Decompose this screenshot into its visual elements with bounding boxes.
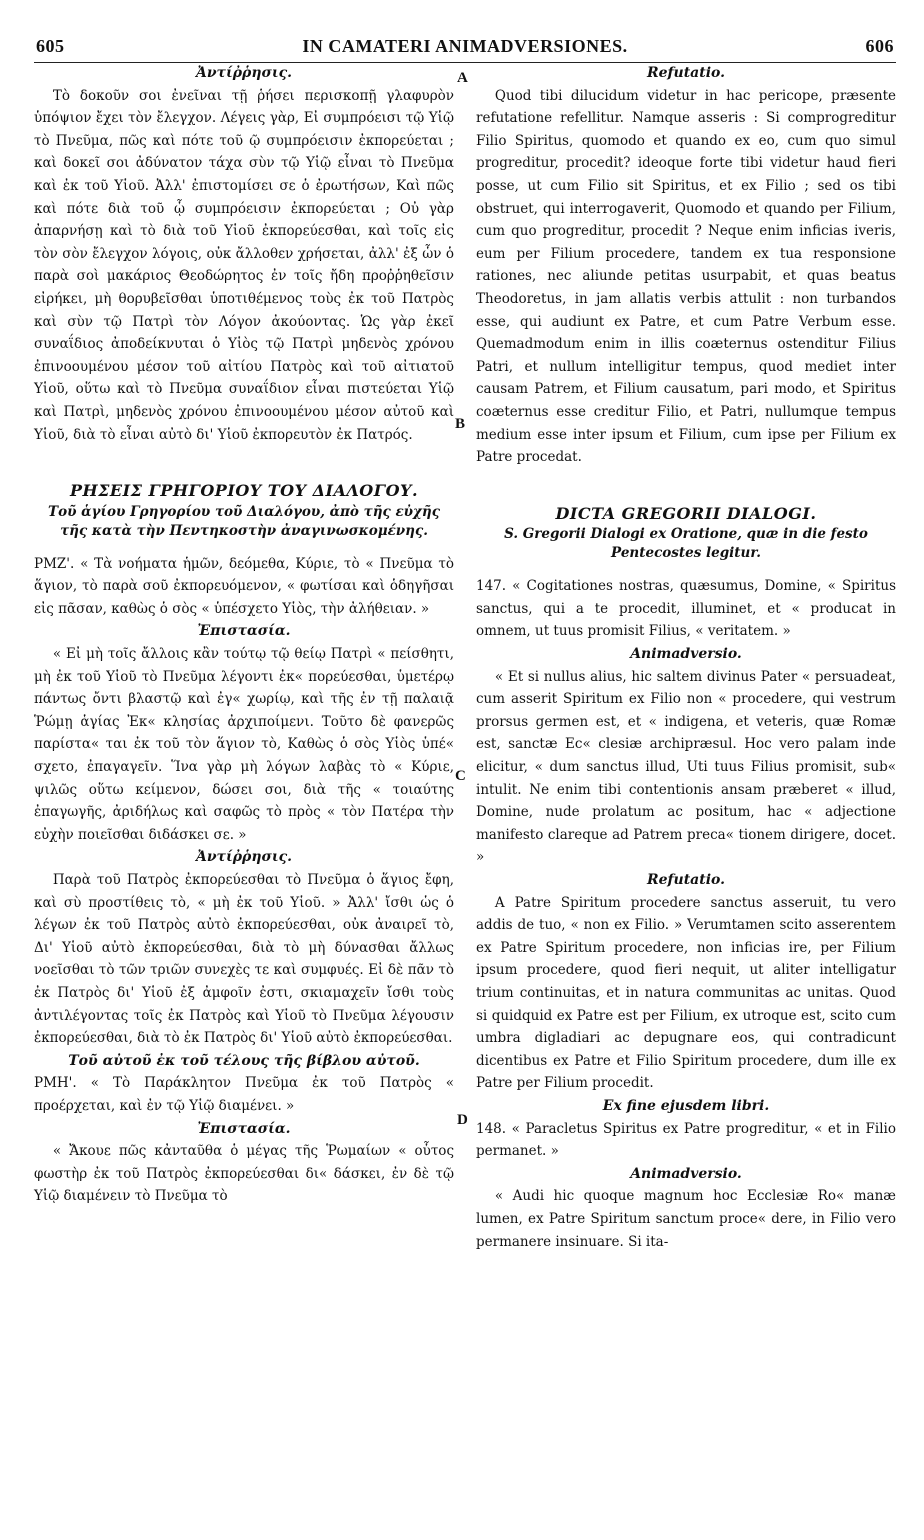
heading-animadversio: Animadversio. [630, 646, 742, 663]
heading-antirrhesis: Ἀντίῤῥησις. [195, 65, 293, 81]
heading-epistasia: Ἐπιστασία. [197, 1120, 291, 1137]
heading-animadversio: Animadversio. [630, 1165, 742, 1182]
latin-paragraph: « Et si nullus alius, hic saltem divinus Pater « persuadeat, cum asserit Spiritum ex Filio non « procedere, qui vestrum prorsus germen est, et « indigena, et veteris, quæ Romæ est, sanctæ Ec« clesiæ archipræsul. Hoc vero palam inde elicitur, « dum sanctus illud, Uti tuus Filius promisit, sub« intulit. Ne enim tibi contentionis ansam præberet « illud, Domine, nude prolatum ac positum, hac « adjectione manifesto clareque ad Patrem preca« tionem dirigere, docet. » [476, 668, 896, 866]
greek-paragraph: « Εἰ μὴ τοῖς ἄλλοις κἂν τούτῳ τῷ θείῳ Πατρὶ « πείσθητι, μὴ ἐκ τοῦ Υἱοῦ τὸ Πνεῦμα λέγοντι ἐκ« πορεύεσθαι, ὑμετέρῳ πάντως ὄντι βλαστῷ καὶ ἐγ« χωρίῳ, καὶ τῆς ἐν τῇ παλαιᾷ Ῥώμῃ ἁγίας Ἐκ« κλησίας ἀρχιποίμενι. Τοῦτο δὲ φανερῶς παρίστα« ται ἐκ τοῦ τὸν ἅγιον τὸ, Καθὼς ὁ σὸς Υἱὸς ὑπέ« σχετο, ἐπαγαγεῖν. Ἵνα γὰρ μὴ λόγων λαβὰς τὸ « Κύριε, ψιλῶς οὕτω κείμενον, δώσει σοι, διὰ τῆς « τοιαύτης ἐπαγωγῆς, ἀριδήλως καὶ σαφῶς τὸ πρὸς « τὸν Πατέρα τὴν εὐχὴν ποιεῖσθαι διδάσκει σε. » [34, 646, 454, 843]
latin-paragraph: 148. « Paracletus Spiritus ex Patre progreditur, « et in Filio permanet. » [476, 1120, 896, 1160]
latin-column [476, 62, 896, 1253]
page-header [34, 32, 896, 63]
margin-letter-d: D [457, 1112, 468, 1128]
right-page-number: 606 [865, 36, 894, 56]
greek-column [34, 62, 454, 1208]
margin-letter-b: B [455, 416, 466, 432]
latin-paragraph: Quod tibi dilucidum videtur in hac pericope, præsente refutatione refellitur. Namque asseris : Si comprogreditur Filio Spiritus, quomodo et quando ex eo, cum quo simul progreditur, procedit? ideoque forte tibi videtur haud fieri posse, ut cum Filio sit Spiritus, et ex Filio ; sed os tibi obstruet, qui interrogaverit, Quomodo et quando per Filium, cum quo progreditur, procedit ? Neque enim inficias iveris, eum per Filium procedere, tandem ex tua responsione rationes, nec aliunde petitas usurpabit, et quas beatus Theodoretus, in jam allatis verbis attulit : non turbandos esse, qui audiunt ex Patre, et cum Patre Verbum esse. Quemadmodum enim in illis coæternus ostenditur Filius Patri, et nullum intelligitur tempus, quod mediet inter causam Patrem, et Filium causatum, pari modo, et Spiritus coæternus esse creditur Filio, et Patri, nullumque tempus medium esse inter ipsum et Filium, cum ipse per Filium ex Patre procedat. [476, 87, 896, 466]
greek-paragraph: « Ἄκουε πῶς κἀνταῦθα ὁ μέγας τῆς Ῥωμαίων « οὗτος φωστὴρ ἐκ τοῦ Πατρὸς ἐκπορεύεσθαι δι« δάσκει, ἐν δὲ τῷ Υἱῷ διαμένειν τὸ Πνεῦμα τὸ [34, 1143, 454, 1205]
heading-refutatio: Refutatio. [646, 872, 726, 888]
greek-paragraph: ΡΜΗ'. « Τὸ Παράκλητον Πνεῦμα ἐκ τοῦ Πατρὸς « προέρχεται, καὶ ἐν τῷ Υἱῷ διαμένει. » [34, 1075, 454, 1114]
greek-paragraph: ΡΜΖ'. « Τὰ νοήματα ἡμῶν, δεόμεθα, Κύριε, τὸ « Πνεῦμα τὸ ἅγιον, τὸ παρὰ σοῦ ἐκπορευόμενον, « φωτίσαι καὶ ὁδηγῆσαι εἰς πᾶσαν, καθὼς ὁ σὸς « ὑπέσχετο Υἱὸς, τὴν ἀλήθειαν. » [34, 555, 454, 617]
section-subtitle: Τοῦ ἁγίου Γρηγορίου τοῦ Διαλόγου, ἀπὸ τῆς εὐχῆς τῆς κατὰ τὴν Πεντηκοστὴν ἀναγινωσκομένης. [48, 503, 440, 539]
left-page-number: 605 [36, 36, 65, 56]
margin-letter-a: A [457, 70, 468, 86]
running-title: IN CAMATERI ANIMADVERSIONES. [302, 36, 628, 56]
latin-paragraph: « Audi hic quoque magnum hoc Ecclesiæ Ro« manæ lumen, ex Patre Spiritum sanctum proce« dere, in Filio vero permanere insinuare. Si ita- [476, 1188, 896, 1250]
section-title: ΡΗΣΕΙΣ ΓΡΗΓΟΡΙΟΥ ΤΟΥ ΔΙΑΛΟΓΟΥ. [69, 481, 419, 501]
heading-refutatio: Refutatio. [646, 65, 726, 81]
latin-paragraph: A Patre Spiritum procedere sanctus asseruit, tu vero addis de tuo, « non ex Filio. » Verumtamen scito asserentem ex Patre Spiritum procedere, non inficias ire, per Filium ipsum procedere, quod fieri nequit, ut aliter intelligatur trium continuitas, et in natura communitas ac unitas. Quod si quidquid ex Patre est per Filium, ex utroque est, scito cum umbra digladiari ac depugnare eos, qui contradicunt dicentibus ex Patre et Filio Spiritum procedere, dum ille ex Patre per Filium procedit. [476, 894, 896, 1092]
margin-letter-c: C [455, 768, 466, 784]
heading-subsection: Ex fine ejusdem libri. [602, 1097, 770, 1114]
greek-paragraph: Τὸ δοκοῦν σοι ἐνεῖναι τῇ ῥήσει περισκοπῇ γλαφυρὸν ὑπόψιον ἔχει τὸν ἔλεγχον. Λέγεις γὰρ, Εἰ συμπρόεισι τῷ Υἱῷ τὸ Πνεῦμα, πῶς καὶ πότε τοῦ ῷ συμπρόεισιν ἐκπορεύεται ; καὶ δοκεῖ σοι ἀδύνατον τάχα σὺν τῷ Υἱῷ εἶναι τὸ Πνεῦμα καὶ ἐκ τοῦ Υἱοῦ. Ἀλλ' ἐπιστομίσει σε ὁ ἐρωτήσων, Καὶ πῶς καὶ πότε διὰ τοῦ ᾧ συμπρόεισιν ἐκπορεύεται ; Οὐ γὰρ ἀπαρνήσῃ καὶ τὸ διὰ τοῦ Υἱοῦ ἐκπορεύεσθαι, καὶ τοῖς εἰς τὸν σὸν ἔλεγχον λόγοις, οὐκ ἄλλοθεν χρήσεται, ἀλλ' ἐξ ὧν ὁ παρὰ σοὶ μακάριος Θεοδώρητος ἐν τοῖς ἤδη προῤῥηθεῖσιν εἰρήκει, μὴ θορυβεῖσθαι ὑποτιθέμενος τοὺς ἐκ τοῦ Πατρὸς καὶ σὺν τῷ Πατρὶ τὸν Λόγον ἀκούοντας. Ὡς γὰρ ἐκεῖ συναΐδιος ἀποδείκνυται ὁ Υἱὸς τῷ Πατρὶ μηδενὸς χρόνου ἐπινοουμένου μέσον τοῦ αἰτίου Πατρὸς καὶ τοῦ αἰτιατοῦ Υἱοῦ, οὕτω καὶ τὸ Πνεῦμα συναΐδιον εἶναι πιστεύεται Υἱῷ καὶ Πατρὶ, μηδενὸς χρόνου ἐπινοουμένου μέσον αὐτοῦ καὶ Υἱοῦ, διὰ τὸ εἶναι αὐτὸ δι' Υἱοῦ ἐκπορευτὸν ἐκ Πατρός. [34, 87, 454, 443]
latin-paragraph: 147. « Cogitationes nostras, quæsumus, Domine, « Spiritus sanctus, qui a te procedit, illuminet, et « producat in omnem, ut tuus promisit Filius, « veritatem. » [476, 578, 896, 640]
section-subtitle: S. Gregorii Dialogi ex Oratione, quæ in die festo Pentecostes legitur. [504, 526, 868, 562]
section-title: DICTA GREGORII DIALOGI. [555, 503, 817, 523]
greek-paragraph: Παρὰ τοῦ Πατρὸς ἐκπορεύεσθαι τὸ Πνεῦμα ὁ ἅγιος ἔφη, καὶ σὺ προστίθεις τὸ, « μὴ ἐκ τοῦ Υἱοῦ. » Ἀλλ' ἴσθι ὡς ὁ λέγων ἐκ τοῦ Πατρὸς αὐτὸ ἐκπορεύεσθαι, οὐκ ἀναιρεῖ τὸ, Δι' Υἱοῦ αὐτὸ ἐκπορεύεσθαι, διὰ τὸ μὴ δύνασθαι ἄλλως νοεῖσθαι τὸ τῶν τριῶν συνεχὲς τε καὶ συμφυές. Εἰ δὲ πᾶν τὸ ἐκ Πατρὸς δι' Υἱοῦ ἐξ ἀμφοῖν ἐστι, σκιαμαχεῖν ἴσθι τοὺς ἀντιλέγοντας τοῖς ἐκ Πατρὸς καὶ Υἱοῦ τὸ Πνεῦμα λέγουσιν ἐκπορεύεσθαι, διὰ τὸ ἐκ Πατρὸς δι' Υἱοῦ αὐτὸ ἐκπορεύεσθαι. [34, 872, 454, 1047]
heading-epistasia: Ἐπιστασία. [197, 623, 291, 640]
heading-antirrhesis: Ἀντίῤῥησις. [195, 849, 293, 866]
heading-subsection: Τοῦ αὐτοῦ ἐκ τοῦ τέλους τῆς βίβλου αὐτοῦ. [68, 1052, 420, 1069]
